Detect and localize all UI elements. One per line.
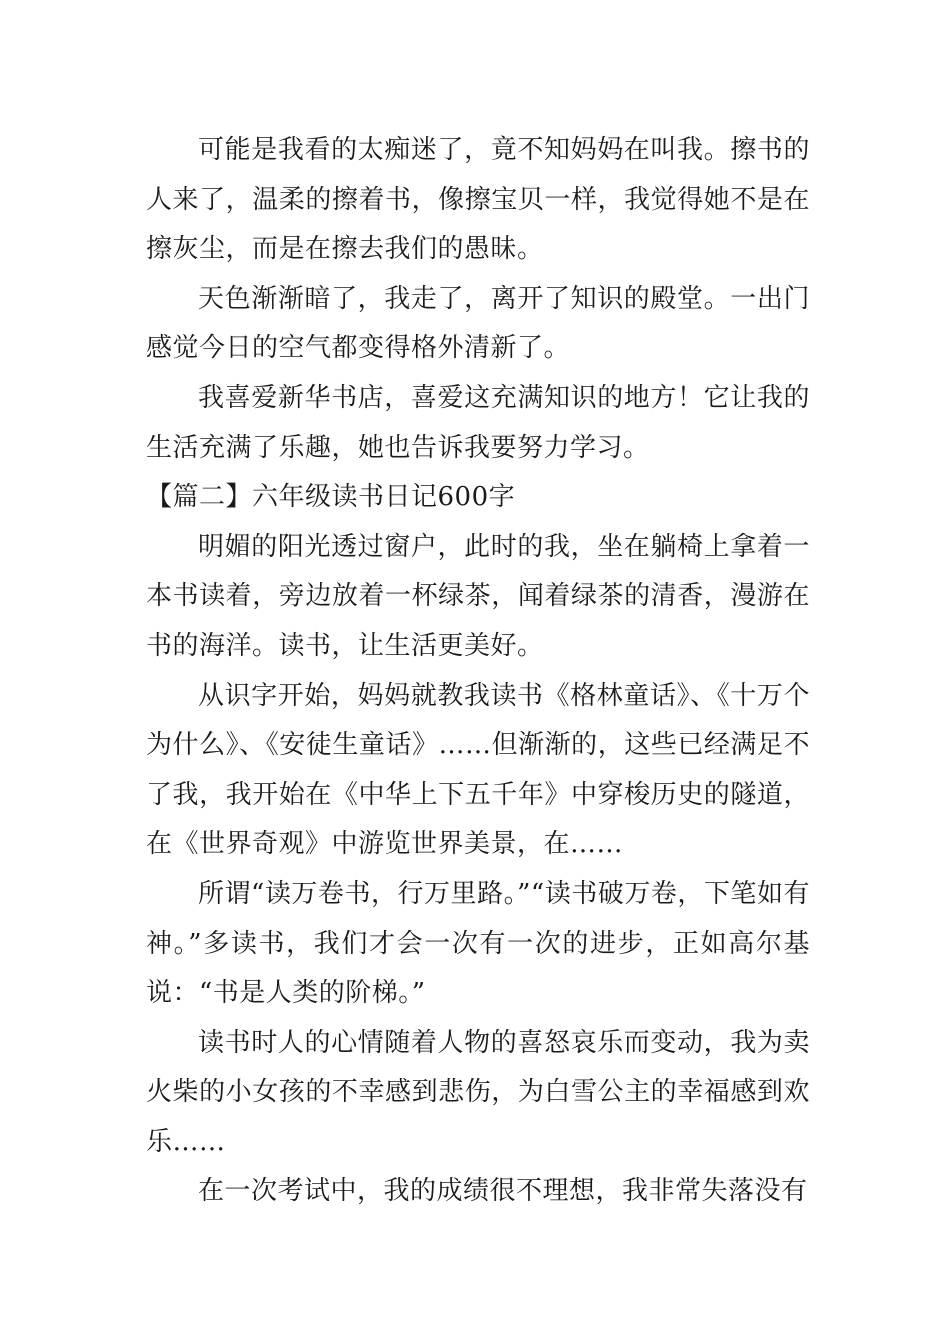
document-body bbox=[146, 126, 810, 1217]
paragraph: 读书时人的心情随着人物的喜怒哀乐而变动，我为卖火柴的小女孩的不幸感到悲伤，为白雪公主的幸福感到欢乐…… bbox=[146, 1027, 810, 1157]
paragraph: 天色渐渐暗了，我走了，离开了知识的殿堂。一出门感觉今日的空气都变得格外清新了。 bbox=[146, 283, 810, 364]
section-heading: 【篇二】六年级读书日记600字 bbox=[146, 482, 516, 513]
paragraph: 明媚的阳光透过窗户，此时的我，坐在躺椅上拿着一本书读着，旁边放着一杯绿茶，闻着绿茶的清香，漫游在书的海洋。读书，让生活更美好。 bbox=[146, 531, 810, 661]
paragraph: 从识字开始，妈妈就教我读书《格林童话》、《十万个为什么》、《安徒生童话》……但渐渐的，这些已经满足不了我，我开始在《中华上下五千年》中穿梭历史的隧道，在《世界奇观》中游览世界美景，在…… bbox=[146, 680, 810, 860]
paragraph: 在一次考试中，我的成绩很不理想，我非常失落没有 bbox=[198, 1176, 808, 1207]
paragraph: 所谓“读万卷书，行万里路。”“读书破万卷，下笔如有神。”多读书，我们才会一次有一次的进步，正如高尔基说：“书是人类的阶梯。” bbox=[146, 878, 810, 1009]
paragraph: 我喜爱新华书店，喜爱这充满知识的地方！它让我的生活充满了乐趣，她也告诉我要努力学习。 bbox=[146, 382, 810, 463]
paragraph: 可能是我看的太痴迷了，竟不知妈妈在叫我。擦书的人来了，温柔的擦着书，像擦宝贝一样，我觉得她不是在擦灰尘，而是在擦去我们的愚昧。 bbox=[146, 135, 810, 265]
